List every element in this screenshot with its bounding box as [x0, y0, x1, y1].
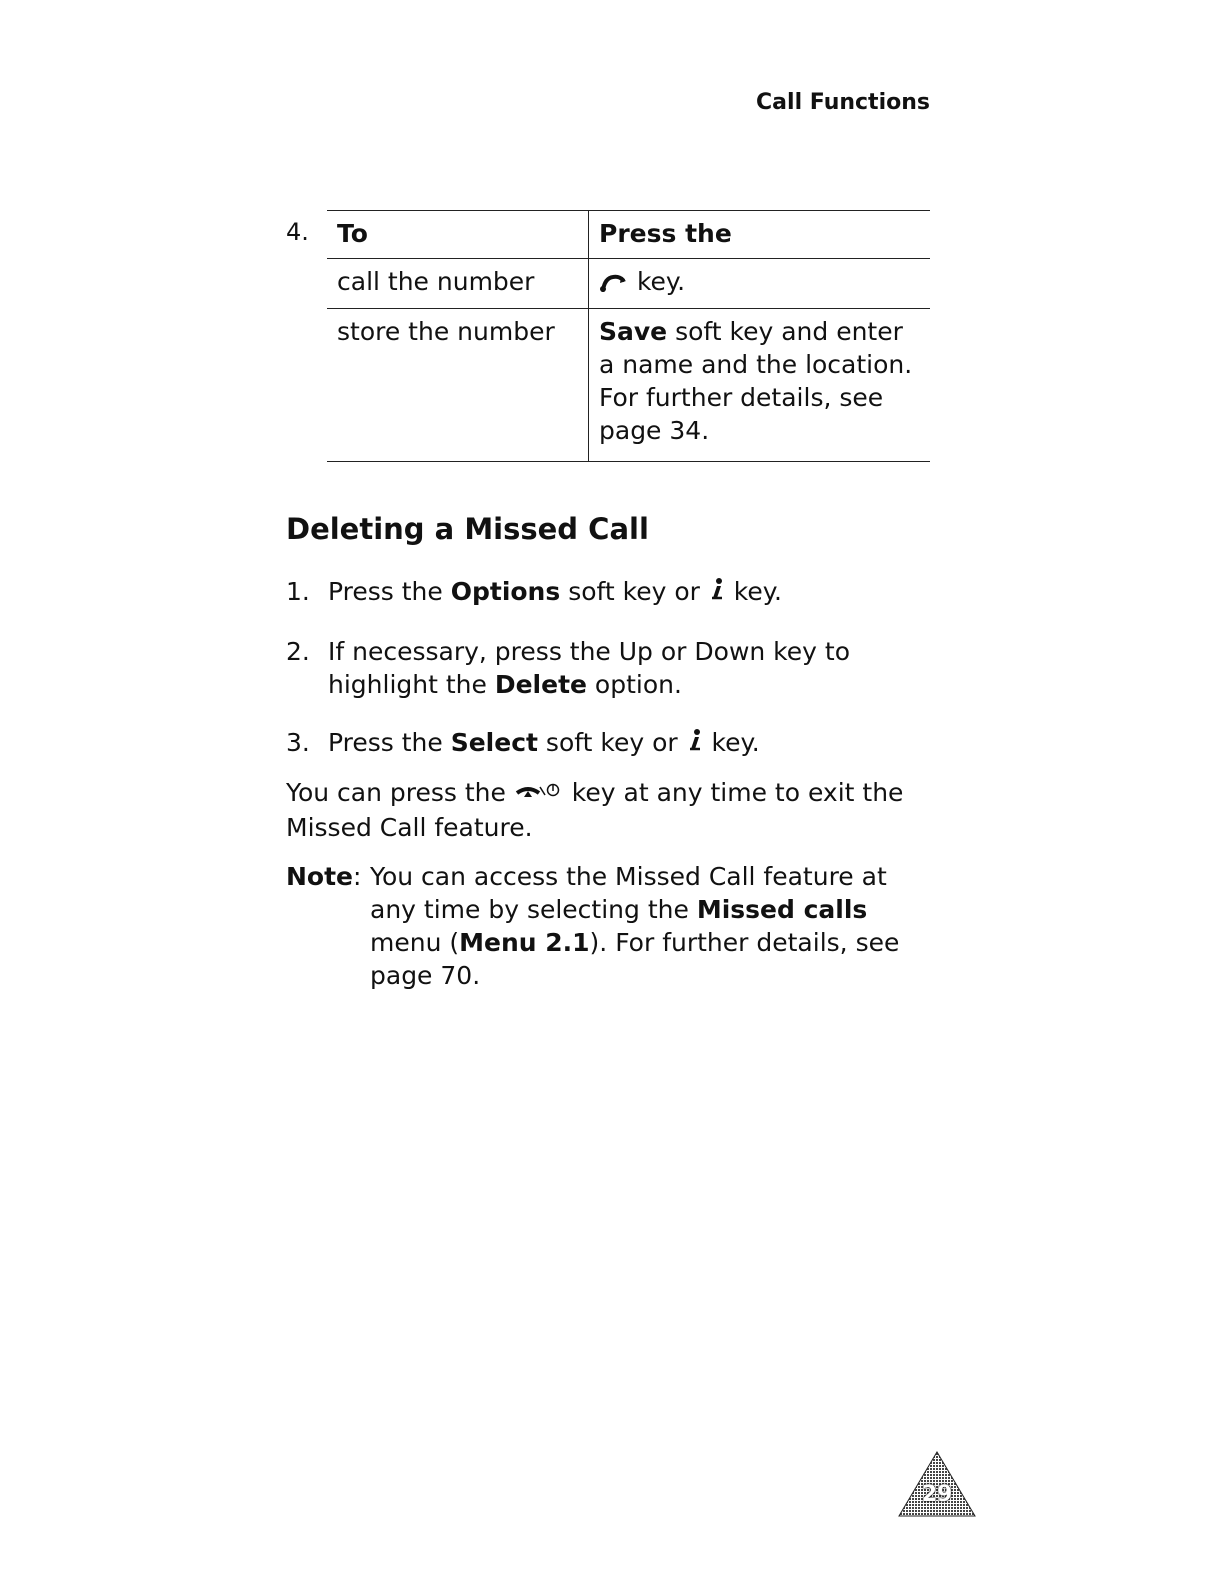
list-item — [286, 726, 926, 761]
note-bold: Missed calls — [696, 895, 868, 924]
step-num: 2. — [286, 637, 310, 666]
info-key-icon — [708, 576, 726, 610]
end-power-key-icon — [514, 778, 564, 811]
page-header: Call Functions — [756, 90, 930, 115]
action-table — [327, 210, 930, 462]
para-text: You can press the — [286, 778, 514, 807]
list-item — [286, 635, 926, 701]
table-cell — [589, 259, 931, 309]
step-bold: Options — [450, 577, 561, 606]
header-cell-to: To — [337, 219, 368, 248]
steps-list — [286, 575, 926, 786]
page-number-badge — [897, 1450, 977, 1518]
step-text: Press the — [328, 728, 451, 757]
step-text: soft key or — [537, 728, 686, 757]
note-colon: : — [353, 862, 362, 891]
save-description: soft key and enter a name and the location. For further details, see page 34. — [599, 316, 913, 445]
note-label — [286, 860, 361, 893]
step-number: 4. — [286, 218, 309, 246]
send-key-text: key. — [629, 267, 686, 296]
step-num: 3. — [286, 728, 310, 757]
info-key-icon — [686, 727, 704, 761]
step-text: If necessary, press the Up or Down key to highlight the — [328, 637, 850, 699]
step-text: key. — [703, 728, 760, 757]
step-text: option. — [586, 670, 682, 699]
page-number: 29 — [921, 1482, 953, 1507]
save-label: Save — [599, 316, 668, 346]
note-label-text: Note — [286, 862, 354, 891]
send-key-icon — [599, 267, 629, 300]
table-cell: store the number — [337, 316, 555, 346]
note-block — [286, 860, 926, 992]
para-text: key at any time to exit the Missed Call feature. — [286, 778, 904, 842]
step-text: soft key or — [560, 577, 708, 606]
list-item — [286, 575, 926, 610]
step-text: Press the — [328, 577, 451, 606]
note-text: You can access the Missed Call feature at any time by selecting the — [370, 862, 887, 924]
step-text: key. — [725, 577, 782, 606]
step-num: 1. — [286, 577, 310, 606]
step-bold: Delete — [494, 670, 587, 699]
table-cell: call the number — [337, 267, 535, 296]
note-text: ). For further details, see page 70. — [370, 928, 900, 990]
section-title: Deleting a Missed Call — [286, 512, 649, 546]
table-row — [327, 259, 930, 309]
header-cell-press: Press the — [589, 211, 931, 259]
note-body — [370, 860, 926, 992]
table-header-row — [327, 211, 930, 259]
table-row — [327, 308, 930, 461]
step-bold: Select — [450, 728, 538, 757]
exit-paragraph — [286, 776, 926, 844]
table-cell — [589, 308, 931, 461]
note-text: menu ( — [370, 928, 460, 957]
note-bold: Menu 2.1 — [459, 928, 590, 957]
